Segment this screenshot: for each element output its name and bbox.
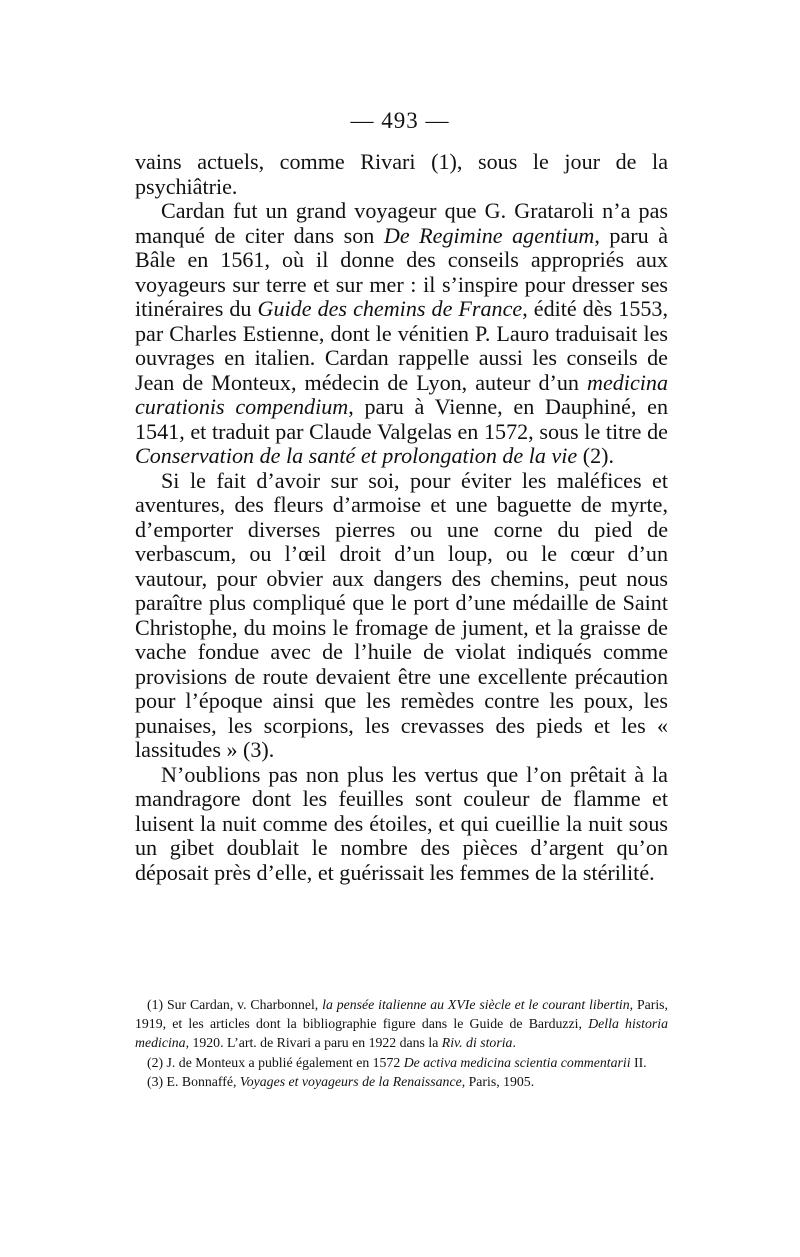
paragraph-2: Cardan fut un grand voyageur que G. Grataroli n’a pas manqué de citer dans son De Regimine agentium, paru à Bâle en 1561, où il donne des conseils appropriés aux voyageurs sur terre et sur mer : il s’inspire pour dresser ses itinéraires du Guide des chemins de France, édité dès 1553, par Charles Estienne, dont le vénitien P. Lauro traduisait les ouvrages en italien. Cardan rappelle aussi les conseils de Jean de Monteux, médecin de Lyon, auteur d’un medicina curationis compendium, paru à Vienne, en Dauphiné, en 1541, et traduit par Claude Valgelas en 1572, sous le titre de Conservation de la santé et prolongation de la vie (2). bbox=[135, 198, 669, 468]
paragraph-4: N’oublions pas non plus les vertus que l’on prêtait à la mandragore dont les feuilles sont couleur de flamme et luisent la nuit comme des étoiles, et qui cueillie la nuit sous un gibet doublait le nombre des pièces d’argent qu’on déposait près d’elle, et guérissait les femmes de la stérilité. bbox=[135, 761, 668, 885]
footnotes bbox=[135, 995, 668, 1091]
footnote-2: (2) J. de Monteux a publié également en 1572 De activa medicina scientia commentarii II. bbox=[147, 1054, 647, 1070]
paragraph-1: vains actuels, comme Rivari (1), sous le jour de la psychiâtrie. bbox=[135, 149, 668, 199]
footnote-1: (1) Sur Cardan, v. Charbonnel, la pensée italienne au XVIe siècle et le courant libertin, Paris, 1919, et les articles dont la bibliographie figure dans le Guide de Barduzzi, Della historia medicina, 1920. L’art. de Rivari a paru en 1922 dans la Riv. di storia. bbox=[135, 997, 668, 1051]
paragraph-3: Si le fait d’avoir sur soi, pour éviter les maléfices et aventures, des fleurs d’armoise et une baguette de myrte, d’emporter diverses pierres ou une corne du pied de verbascum, ou l’œil droit d’un loup, ou le cœur d’un vautour, pour obvier aux dangers des chemins, peut nous paraître plus compliqué que le port d’une médaille de Saint Christophe, du moins le fromage de jument, et la graisse de vache fondue avec de l’huile de violat indiqués comme provisions de route devaient être une excellente précaution pour l’époque ainsi que les remèdes contre les poux, les punaises, les scorpions, les crevasses des pieds et les « lassitudes » (3). bbox=[135, 467, 668, 762]
main-text bbox=[135, 150, 668, 885]
footnote-3: (3) E. Bonnaffé, Voyages et voyageurs de la Renaissance, Paris, 1905. bbox=[147, 1073, 535, 1089]
page-number: — 493 — bbox=[350, 108, 450, 133]
